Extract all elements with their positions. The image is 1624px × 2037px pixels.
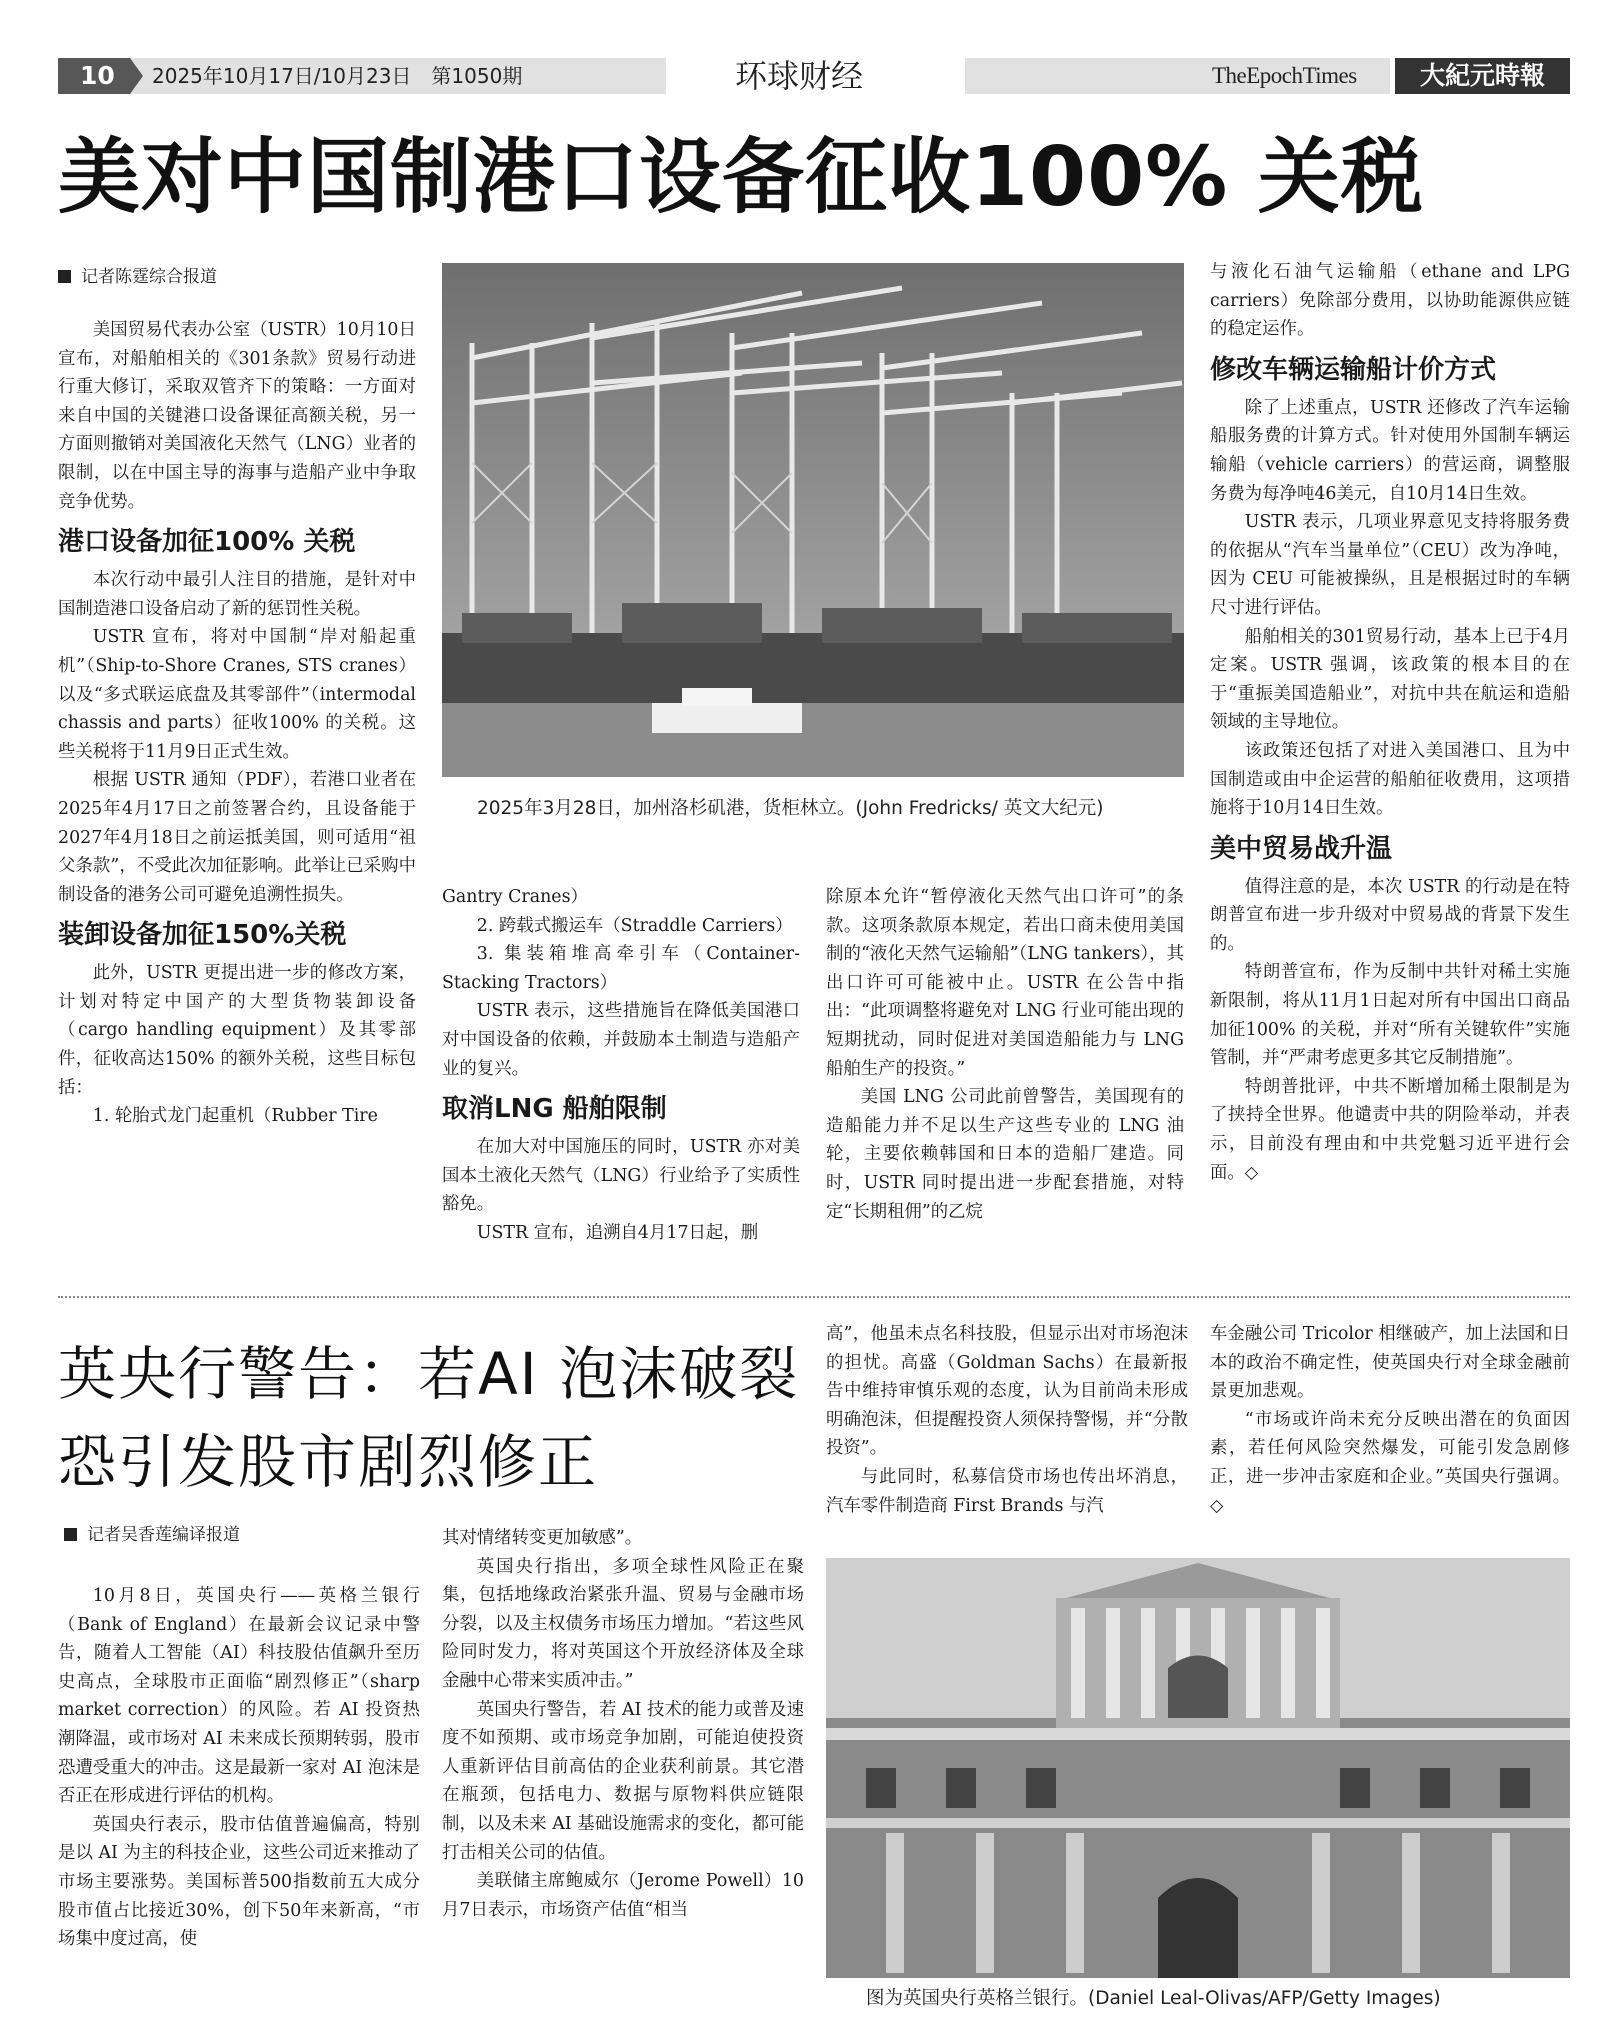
- article1-paragraph: 根据 USTR 通知（PDF），若港口业者在2025年4月17日之前签署合约，且设备能于2027年4月18日之前运抵美国，则可适用“祖父条款”，不受此次加征影响。此举让已采购中制设备的港务公司可避免追溯性损失。: [58, 770, 416, 905]
- article2-column-1: [58, 1582, 420, 2012]
- article1-subheading: 港口设备加征100% 关税: [58, 527, 356, 558]
- port-cranes-photo: [442, 263, 1184, 777]
- article2-column-3: [826, 1320, 1188, 1530]
- article1-paragraph: 除了上述重点，USTR 还修改了汽车运输船服务费的计算方式。针对使用外国制车辆运输船（vehicle carriers）的营运商，调整服务费为每净吨46美元，自10月14日生效。: [1210, 397, 1570, 504]
- article1-paragraph: 2. 跨载式搬运车（Straddle Carriers）: [476, 915, 793, 936]
- issue-date: 2025年10月17日/10月23日 第1050期: [152, 64, 523, 88]
- article1-paragraph: USTR 宣布，追溯自4月17日起，删: [476, 1222, 759, 1243]
- article1-paragraph: 特朗普批评，中共不断增加稀土限制是为了挟持全世界。他谴责中共的阴险举动，并表示，目前没有理由和中共党魁习近平进行会面。◇: [1210, 1076, 1570, 1183]
- article1-paragraph: 1. 轮胎式龙门起重机（Rubber Tire: [92, 1106, 378, 1127]
- article2-paragraph: 美联储主席鲍威尔（Jerome Powell）10月7日表示，市场资产估值“相当: [442, 1871, 804, 1920]
- article1-subheading: 美中贸易战升温: [1210, 833, 1393, 864]
- article1-paragraph: USTR 宣布，将对中国制“岸对船起重机”（Ship-to-Shore Cranes, STS cranes）以及“多式联运底盘及其零部件”（intermodal chassis and parts）征收100% 的关税。这些关税将于11月9日正式生效。: [58, 627, 416, 762]
- bank-of-england-photo: [826, 1558, 1570, 1978]
- page-number: 10: [58, 58, 130, 94]
- article1-paragraph: 在加大对中国施压的同时，USTR 亦对美国本土液化天然气（LNG）行业给予了实质性豁免。: [442, 1137, 800, 1215]
- article1-paragraph: 除原本允许“暂停液化天然气出口许可”的条款。这项条款原本规定，若出口商未使用美国制的“液化天然气运输船”（LNG tankers），其出口许可可能被中止。USTR 在公告中指出：“此项调整将避免对 LNG 行业可能出现的短期扰动，同时促进对美国造船能力与 LNG 船舶生产的投资。”: [826, 887, 1184, 1079]
- article2-byline: 记者吴香莲编译报道: [64, 1520, 240, 1545]
- article1-paragraph: 此外，USTR 更提出进一步的修改方案，计划对特定中国产的大型货物装卸设备（cargo handling equipment）及其零部件，征收高达150% 的额外关税，这些目标包括：: [58, 963, 416, 1098]
- article2-headline: 英央行警告：若AI 泡沫破裂恐引发股市剧烈修正: [58, 1340, 800, 1496]
- article1-subheading: 修改车辆运输船计价方式: [1210, 354, 1497, 385]
- article1-paragraph: 特朗普宣布，作为反制中共针对稀土实施新限制，将从11月1日起对所有中国出口商品加征100% 的关税，并对“所有关键软件”实施管制，并“严肃考虑更多其它反制措施”。: [1210, 962, 1570, 1069]
- article2-paragraph: 车金融公司 Tricolor 相继破产，加上法国和日本的政治不确定性，使英国央行对全球金融前景更加悲观。: [1210, 1324, 1570, 1402]
- article2-photo-caption: 图为英国央行英格兰银行。(Daniel Leal-Olivas/AFP/Getty Images): [866, 1988, 1441, 2009]
- article1-paragraph: 美国贸易代表办公室（USTR）10月10日宣布，对船舶相关的《301条款》贸易行动进行重大修订，采取双管齐下的策略：一方面对来自中国的关键港口设备课征高额关税，另一方面则撤销对美国液化天然气（LNG）业者的限制，以在中国主导的海事与造船产业中争取竞争优势。: [58, 320, 416, 512]
- article1-column-4: [1210, 258, 1570, 1256]
- article1-paragraph: Gantry Cranes）: [442, 887, 588, 907]
- article1-paragraph: 船舶相关的301贸易行动，基本上已于4月定案。USTR 强调，该政策的根本目的在于“重振美国造船业”，对抗中共在航运和造船领域的主导地位。: [1210, 626, 1570, 733]
- article2-paragraph: 英国央行表示，股市估值普遍偏高，特别是以 AI 为主的科技企业，这些公司近来推动了市场主要涨势。美国标普500指数前五大成分股市值占比接近30%，创下50年来新高，“市场集中度过高，使: [58, 1814, 420, 1950]
- article1-paragraph: 美国 LNG 公司此前曾警告，美国现有的造船能力并不足以生产这些专业的 LNG 油轮，主要依赖韩国和日本的造船厂建造。同时，USTR 同时提出进一步配套措施，对特定“长期租佣”的乙烷: [826, 1087, 1184, 1222]
- article1-column-2: [442, 883, 800, 1256]
- article1-paragraph: 该政策还包括了对进入美国港口、且为中国制造或由中企运营的船舶征收费用，这项措施将于10月14日生效。: [1210, 740, 1570, 819]
- section-title: 环球财经: [735, 57, 864, 95]
- article2-paragraph: “市场或许尚未充分反映出潜在的负面因素，若任何风险突然爆发，可能引发急剧修正，进一步冲击家庭和企业。”英国央行强调。◇: [1210, 1409, 1570, 1516]
- article1-headline: 美对中国制港口设备征收100% 关税: [58, 130, 1424, 225]
- article1-paragraph: 与液化石油气运输船（ethane and LPG carriers）免除部分费用，以协助能源供应链的稳定运作。: [1210, 262, 1570, 340]
- article1-subheading: 取消LNG 船舶限制: [442, 1094, 667, 1125]
- article1-column-3: [826, 883, 1184, 1256]
- article1-column-1: [58, 316, 416, 1256]
- article2-column-4: [1210, 1320, 1570, 1530]
- article1-paragraph: 3. 集装箱堆高牵引车（Container-Stacking Tractors）: [442, 944, 800, 993]
- article1-paragraph: USTR 表示，几项业界意见支持将服务费的依据从“汽车当量单位”（CEU）改为净吨，因为 CEU 可能被操纵，且是根据过时的车辆尺寸进行评估。: [1210, 512, 1570, 618]
- brand-english: TheEpochTimes: [1212, 63, 1357, 88]
- article2-column-2: [442, 1524, 804, 2014]
- article1-byline: 记者陈霆综合报道: [58, 262, 217, 287]
- article2-paragraph: 10月8日，英国央行——英格兰银行（Bank of England）在最新会议记录中警告，随着人工智能（AI）科技股估值飙升至历史高点，全球股市正面临“剧烈修正”（sharp market correction）的风险。若 AI 投资热潮降温，或市场对 AI 未来成长预期转弱，股市恐遭受重大的冲击。这是最新一家对 AI 泡沫是否正在形成进行评估的机构。: [58, 1586, 420, 1807]
- article1-subheading: 装卸设备加征150%关税: [58, 920, 347, 951]
- article2-paragraph: 高”，他虽未点名科技股，但显示出对市场泡沫的担忧。高盛（Goldman Sachs）在最新报告中维持审慎乐观的态度，认为目前尚未形成明确泡沫，但提醒投资人须保持警惕，并“分散投资”。: [826, 1324, 1188, 1459]
- article1-paragraph: 本次行动中最引人注目的措施，是针对中国制造港口设备启动了新的惩罚性关税。: [58, 570, 416, 619]
- article1-paragraph: USTR 表示，这些措施旨在降低美国港口对中国设备的依赖，并鼓励本土制造与造船产业的复兴。: [442, 1001, 800, 1079]
- article2-paragraph: 英国央行警告，若 AI 技术的能力或普及速度不如预期、或市场竞争加剧，可能迫使投资人重新评估目前高估的企业获利前景。其它潜在瓶颈，包括电力、数据与原物料供应链限制，以及未来 AI 基础设施需求的变化，都可能打击相关公司的估值。: [442, 1699, 804, 1863]
- article1-paragraph: 值得注意的是，本次 USTR 的行动是在特朗普宣布进一步升级对中贸易战的背景下发生的。: [1210, 876, 1570, 954]
- article2-paragraph: 与此同时，私募信贷市场也传出坏消息，汽车零件制造商 First Brands 与汽: [826, 1466, 1188, 1516]
- brand-chinese-logo: 大紀元時報: [1395, 58, 1570, 94]
- article1-photo-caption: 2025年3月28日，加州洛杉矶港，货柜林立。(John Fredricks/ 英文大纪元): [477, 798, 1104, 819]
- article-divider: [58, 1296, 1570, 1298]
- article2-paragraph: 其对情绪转变更加敏感”。: [442, 1528, 643, 1548]
- article2-paragraph: 英国央行指出，多项全球性风险正在聚集，包括地缘政治紧张升温、贸易与金融市场分裂，以及主权债务市场压力增加。“若这些风险同时发力，将对英国这个开放经济体及全球金融中心带来实质冲击。”: [442, 1556, 804, 1691]
